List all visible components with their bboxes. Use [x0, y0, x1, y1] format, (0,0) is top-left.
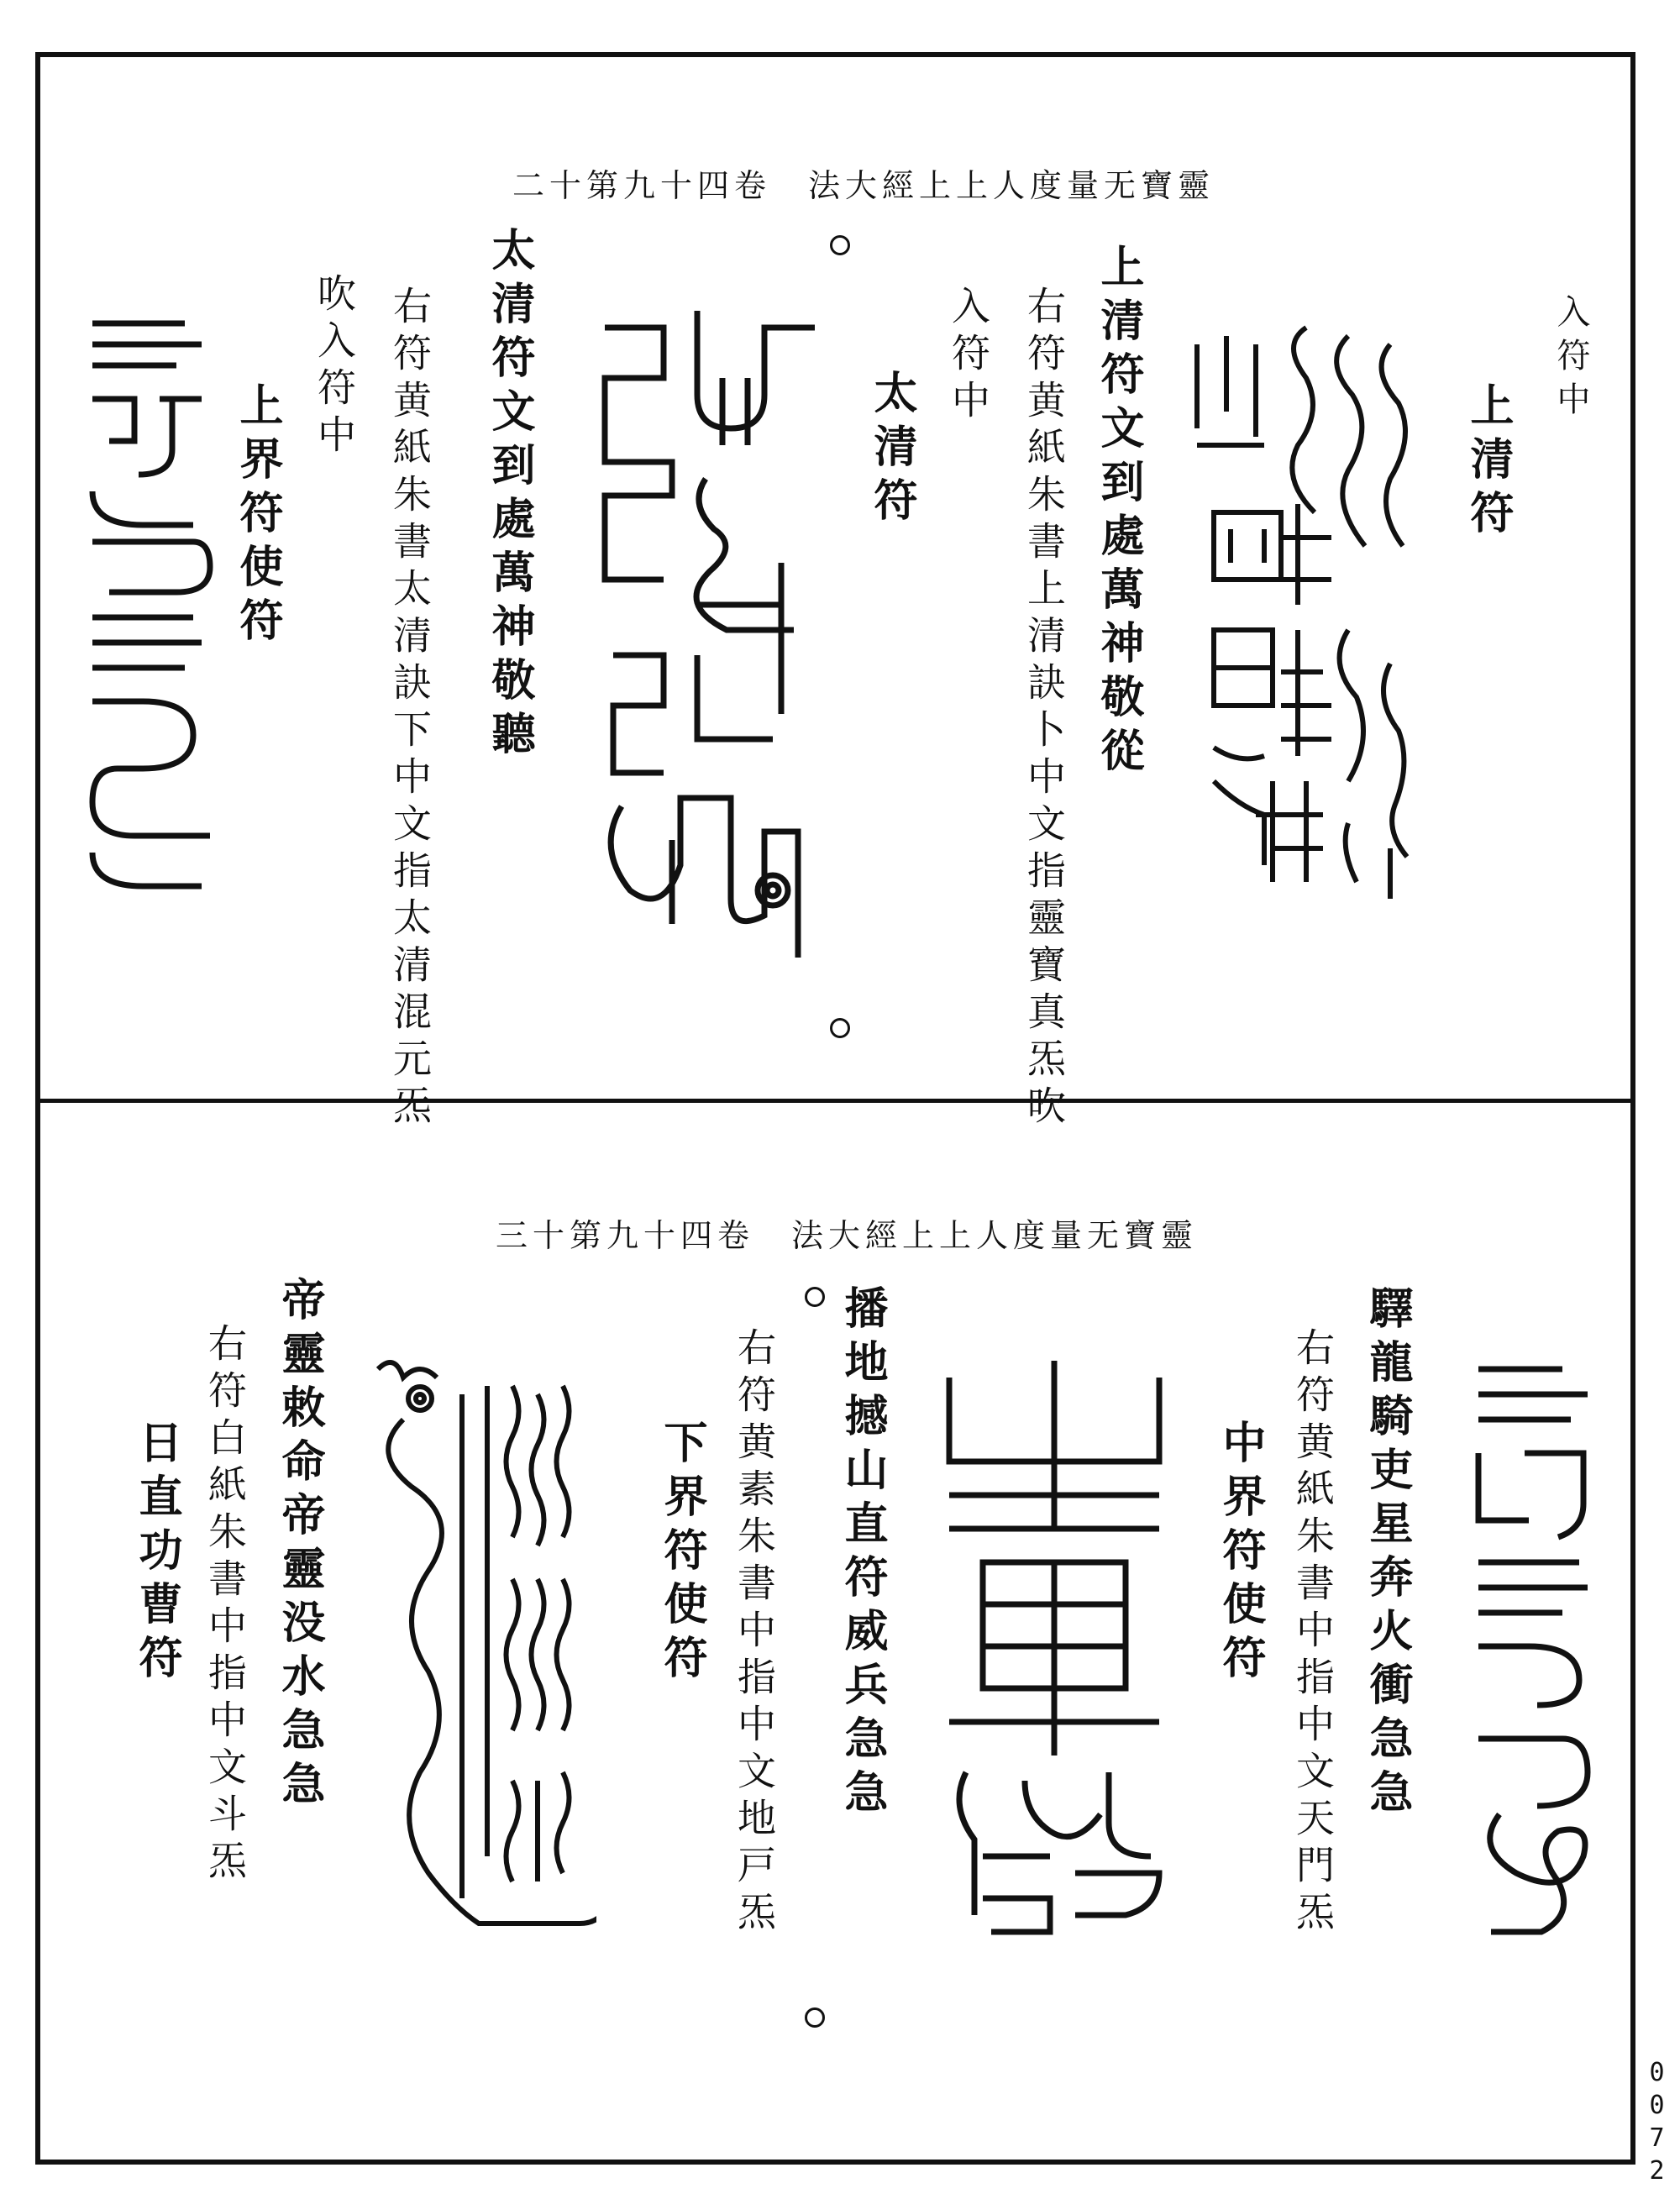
- bottom-column-4: 播地撼山直符威兵急急: [837, 1285, 888, 1823]
- binding-hole-icon: [805, 1287, 825, 1307]
- bottom-panel-header: 三十第九十四卷 法大經上上人度量无寶靈: [496, 1217, 1199, 1254]
- bottom-column-9: 日直功曹符: [131, 1420, 182, 1688]
- great-clear-talisman-icon: [580, 286, 832, 958]
- top-column-6: 太清符: [866, 370, 917, 531]
- upper-clear-talisman-icon: [1180, 311, 1432, 941]
- bottom-column-1: 驛龍騎吏星奔火衝急急: [1362, 1285, 1413, 1823]
- lower-realm-talisman-icon: [932, 1352, 1176, 1965]
- top-panel-header: 二十第九十四卷 法大經上上人度量无寶靈: [512, 167, 1215, 204]
- bottom-column-5: 右符黄素朱書中指中文地戸炁: [732, 1327, 777, 1939]
- top-column-9: 吹入符中: [312, 273, 357, 461]
- bottom-column-2: 右符黄紙朱書中指中文天門炁: [1290, 1327, 1336, 1939]
- top-column-1: 入符中: [1551, 294, 1590, 425]
- top-column-3: 上清符文到處萬神敬從: [1093, 244, 1144, 781]
- top-column-4: 右符黄紙朱書上清訣卜中文指靈寶真炁吹: [1021, 286, 1067, 1132]
- binding-hole-icon: [830, 1018, 850, 1038]
- top-column-8: 右符黄紙朱書太清訣下中文指太清混元炁: [387, 286, 433, 1132]
- bottom-column-6: 下界符使符: [656, 1420, 707, 1688]
- binding-hole-icon: [830, 235, 850, 255]
- panel-divider: [35, 1099, 1635, 1103]
- upper-realm-talisman-icon: [80, 298, 214, 903]
- top-column-10: 上界符使符: [232, 382, 283, 651]
- page-number: 0072: [1642, 2058, 1672, 2189]
- bottom-column-3: 中界符使符: [1215, 1420, 1266, 1688]
- middle-realm-talisman-icon: [1466, 1344, 1600, 1949]
- bottom-column-7: 帝靈敕命帝靈没水急急: [274, 1277, 325, 1814]
- day-officer-talisman-icon: [370, 1352, 596, 1957]
- top-column-2: 上清符: [1462, 382, 1514, 543]
- top-column-5: 入符中: [946, 286, 991, 427]
- top-column-7: 太清符文到處萬神敬聽: [484, 227, 535, 764]
- binding-hole-icon: [805, 2007, 825, 2028]
- bottom-column-8: 右符白紙朱書中指中文斗炁: [202, 1323, 248, 1887]
